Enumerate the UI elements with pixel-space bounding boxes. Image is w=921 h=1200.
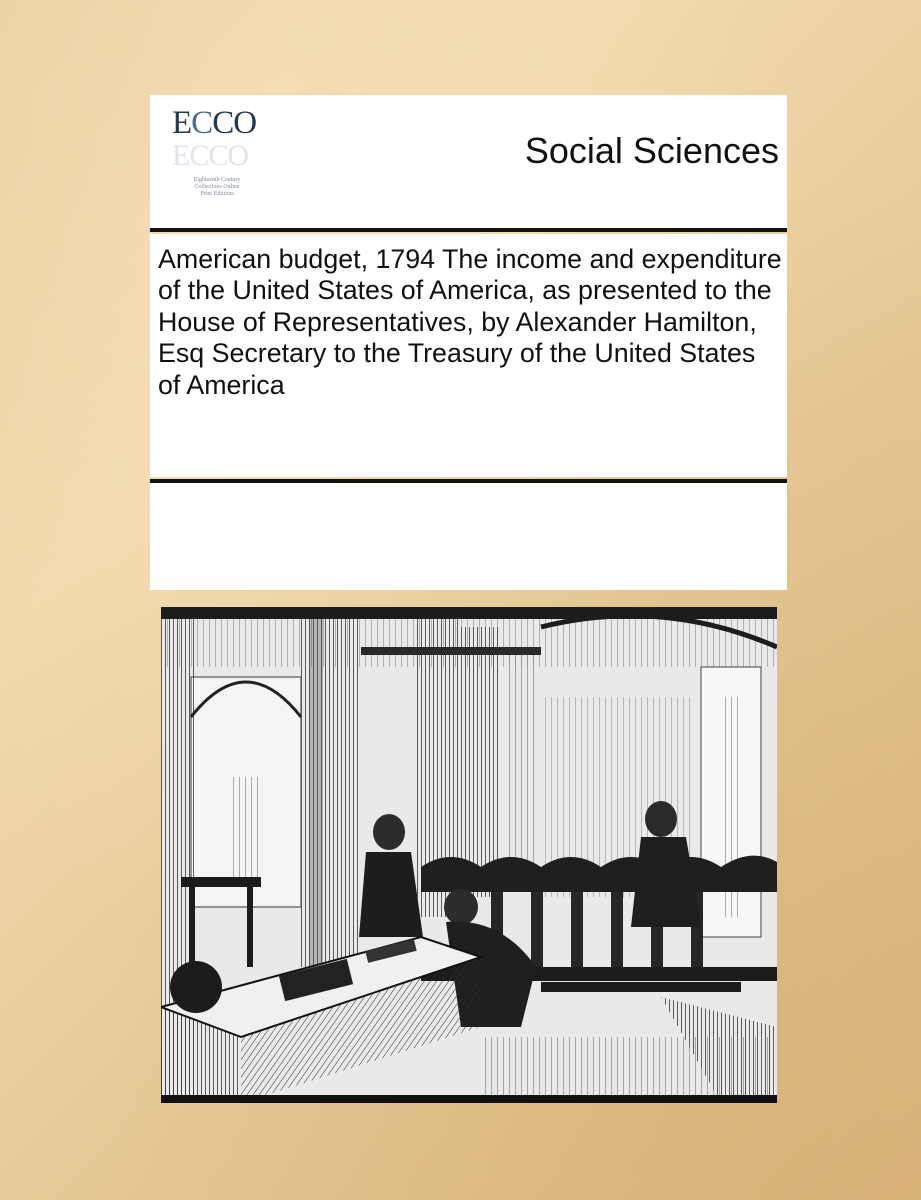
ecco-logo — [168, 105, 268, 215]
series-name: Social Sciences — [524, 130, 779, 171]
blank-panel — [150, 483, 787, 590]
book-title: American budget, 1794 The income and expenditure of the United States of America, as presented to the House of Representatives, by Alexander Hamilton, Esq Secretary to the Treasury of the United States of America — [158, 244, 782, 400]
library-engraving — [161, 607, 777, 1103]
divider-rule-top — [150, 228, 787, 232]
logo-caption: Eighteenth Century Collections Online Print Editions — [193, 177, 241, 197]
logo-mark: ECCO — [172, 105, 257, 141]
logo-ghost: ECCO — [172, 139, 249, 172]
